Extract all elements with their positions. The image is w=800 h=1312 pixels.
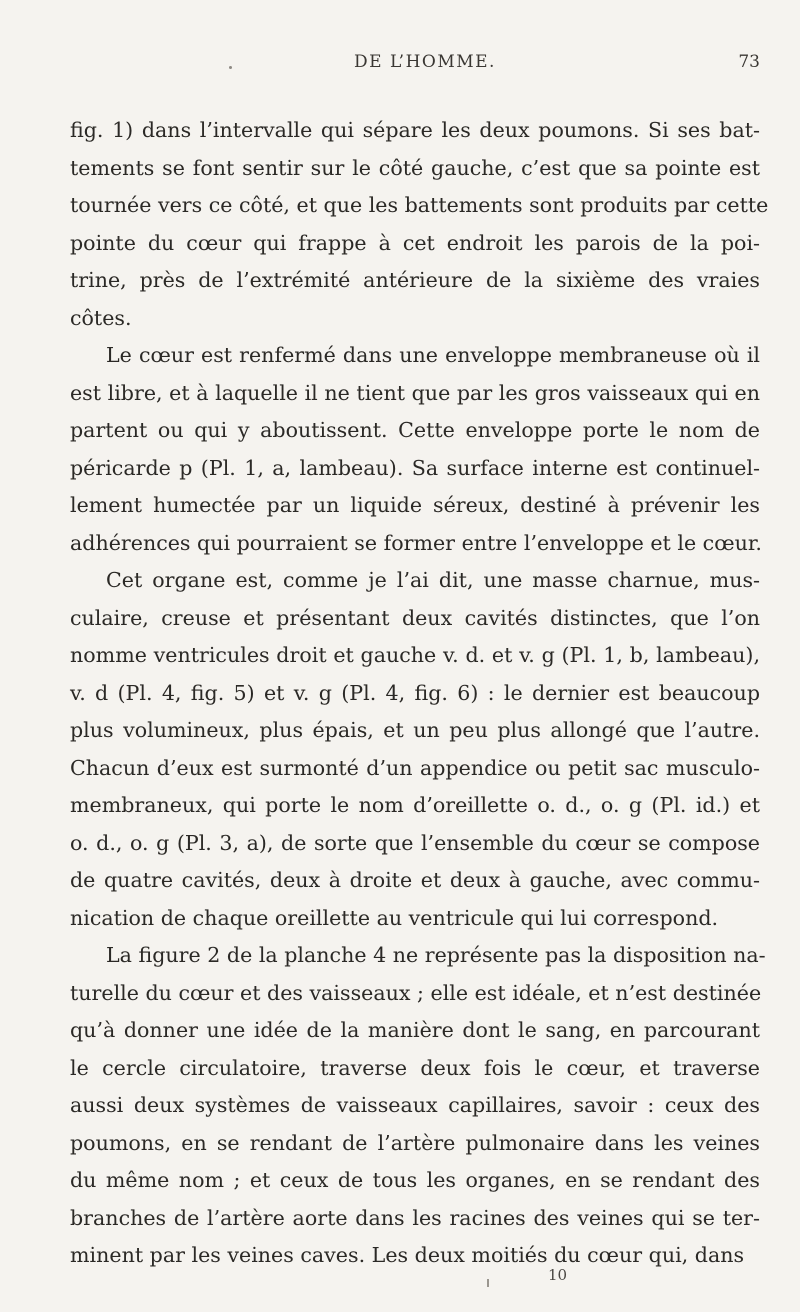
text-line: La figure 2 de la planche 4 ne représente pas la disposition na- <box>106 943 766 967</box>
text-line: plus volumineux, plus épais, et un peu plus allongé que l’autre. <box>70 718 760 742</box>
text-line: nication de chaque oreillette au ventricule qui lui correspond. <box>70 905 719 930</box>
text-line: turelle du cœur et des vaisseaux ; elle est idéale, et n’est destinée <box>70 980 762 1005</box>
printer-tick-mark <box>487 1279 489 1287</box>
text-line: adhérences qui pourraient se former entre l’enveloppe et le cœur. <box>70 530 762 555</box>
text-line: le cercle circulatoire, traverse deux fois le cœur, et traverse <box>70 1055 760 1080</box>
text-line: minent par les veines caves. Les deux moitiés du cœur qui, dans <box>70 1243 745 1267</box>
text-line: du même nom ; et ceux de tous les organes, en se rendant des <box>70 1168 760 1192</box>
signature-mark: 10 <box>548 1266 568 1284</box>
ink-speck <box>229 66 232 69</box>
text-line: Chacun d’eux est surmonté d’un appendice ou petit sac musculo- <box>70 755 760 780</box>
page-number: 73 <box>738 52 760 72</box>
text-line: culaire, creuse et présentant deux cavités distinctes, que l’on <box>70 605 760 630</box>
text-line: branches de l’artère aorte dans les racines des veines qui se ter- <box>70 1205 760 1230</box>
text-line: Le cœur est renfermé dans une enveloppe membraneuse où il <box>106 343 760 367</box>
text-line: de quatre cavités, deux à droite et deux à gauche, avec commu- <box>70 868 760 892</box>
text-line: pointe du cœur qui frappe à cet endroit les parois de la poi- <box>70 230 760 255</box>
text-line: Cet organe est, comme je l’ai dit, une masse charnue, mus- <box>106 568 760 592</box>
text-line: aussi deux systèmes de vaisseaux capillaires, savoir : ceux des <box>70 1093 760 1117</box>
text-line: péricarde p (Pl. 1, a, lambeau). Sa surface interne est continuel- <box>70 455 760 480</box>
text-line: tements se font sentir sur le côté gauche, c’est que sa pointe est <box>70 155 760 180</box>
text-line: nomme ventricules droit et gauche v. d. et v. g (Pl. 1, b, lambeau), <box>70 643 760 667</box>
text-line: fig. 1) dans l’intervalle qui sépare les deux poumons. Si ses bat- <box>70 118 760 142</box>
body-text <box>70 112 769 1275</box>
text-line: tournée vers ce côté, et que les battements sont produits par cette <box>70 193 769 217</box>
text-line: est libre, et à laquelle il ne tient que par les gros vaisseaux qui en <box>70 380 760 405</box>
text-line: lement humectée par un liquide séreux, destiné à prévenir les <box>70 493 760 517</box>
text-line: poumons, en se rendant de l’artère pulmonaire dans les veines <box>70 1130 760 1155</box>
text-line: côtes. <box>70 305 132 330</box>
text-line: qu’à donner une idée de la manière dont le sang, en parcourant <box>70 1018 760 1042</box>
text-line: membraneux, qui porte le nom d’oreillette o. d., o. g (Pl. id.) et <box>70 793 760 817</box>
text-line: v. d (Pl. 4, fig. 5) et v. g (Pl. 4, fig. 6) : le dernier est beaucoup <box>70 680 760 705</box>
text-line: trine, près de l’extrémité antérieure de la sixième des vraies <box>70 268 760 292</box>
running-title: DE L’HOMME. <box>354 52 496 72</box>
text-line: o. d., o. g (Pl. 3, a), de sorte que l’ensemble du cœur se compose <box>70 830 760 855</box>
text-line: partent ou qui y aboutissent. Cette enveloppe porte le nom de <box>70 418 760 442</box>
